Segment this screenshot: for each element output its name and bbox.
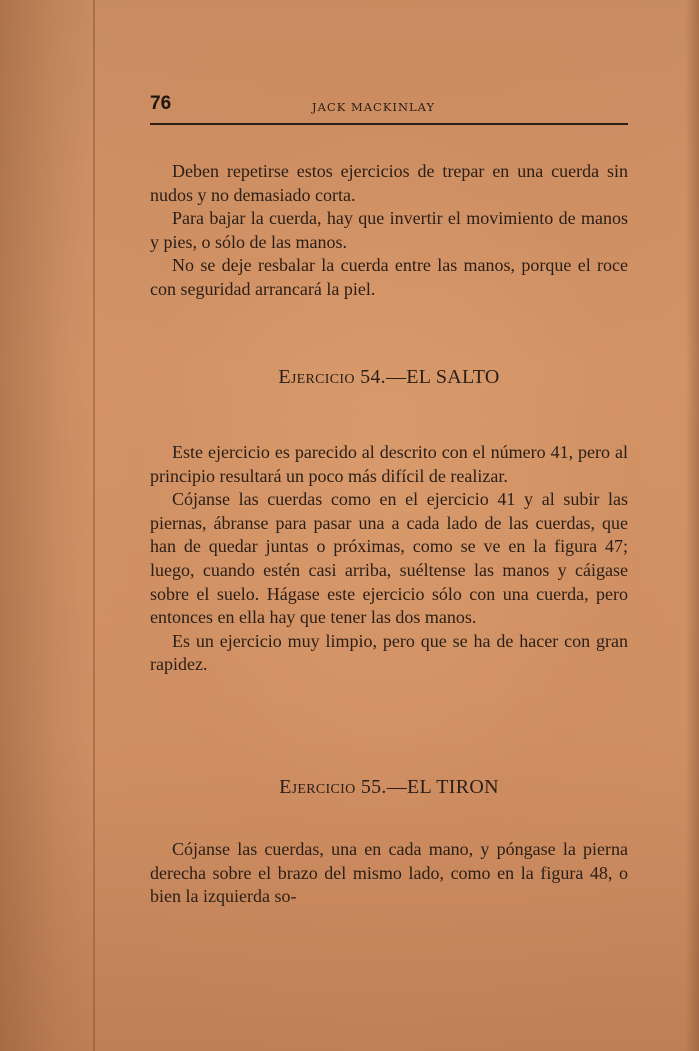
paragraph: Deben repetirse estos ejercicios de trepar en una cuerda sin nudos y no demasiado corta.	[150, 161, 628, 205]
section-label: Ejercicio	[279, 776, 356, 798]
paragraph: Este ejercicio es parecido al descrito con el número 41, pero al principio resultará un poco más difícil de realizar.	[150, 442, 628, 486]
intro-text	[150, 160, 628, 302]
paragraph: Cójanse las cuerdas como en el ejercicio 41 y al subir las piernas, ábranse para pasar una a cada lado de las cuerdas, que han de quedar juntas o próximas, como se ve en la figura 47; luego, cuando estén casi arriba, suéltense las manos y cáigase sobre el suelo. Hágase este ejercicio sólo con una cuerda, pero entonces en ella hay que tener las dos manos.	[150, 489, 628, 628]
paragraph: No se deje resbalar la cuerda entre las manos, porque el roce con seguridad arrancará la piel.	[150, 255, 628, 299]
section-title-54	[150, 366, 628, 389]
section-heading: 54.—EL SALTO	[360, 366, 500, 388]
binding-fold	[93, 0, 95, 1051]
page-edge-shadow	[685, 0, 699, 1051]
paragraph: Cójanse las cuerdas, una en cada mano, y póngase la pierna derecha sobre el brazo del mismo lado, como en la figura 48, o bien la izquierda so-	[150, 839, 628, 907]
exercise-54-text	[150, 441, 628, 677]
exercise-55-text	[150, 838, 628, 909]
page-number: 76	[150, 93, 172, 114]
section-heading: 55.—EL TIRON	[360, 776, 499, 798]
section-title-55	[150, 776, 628, 799]
page-header	[150, 93, 628, 123]
running-head: JACK MACKINLAY	[312, 100, 436, 114]
section-label: Ejercicio	[278, 366, 355, 388]
header-rule	[150, 123, 628, 125]
paragraph: Para bajar la cuerda, hay que invertir el movimiento de manos y pies, o sólo de las manos.	[150, 208, 628, 252]
paragraph: Es un ejercicio muy limpio, pero que se ha de hacer con gran rapidez.	[150, 630, 628, 675]
